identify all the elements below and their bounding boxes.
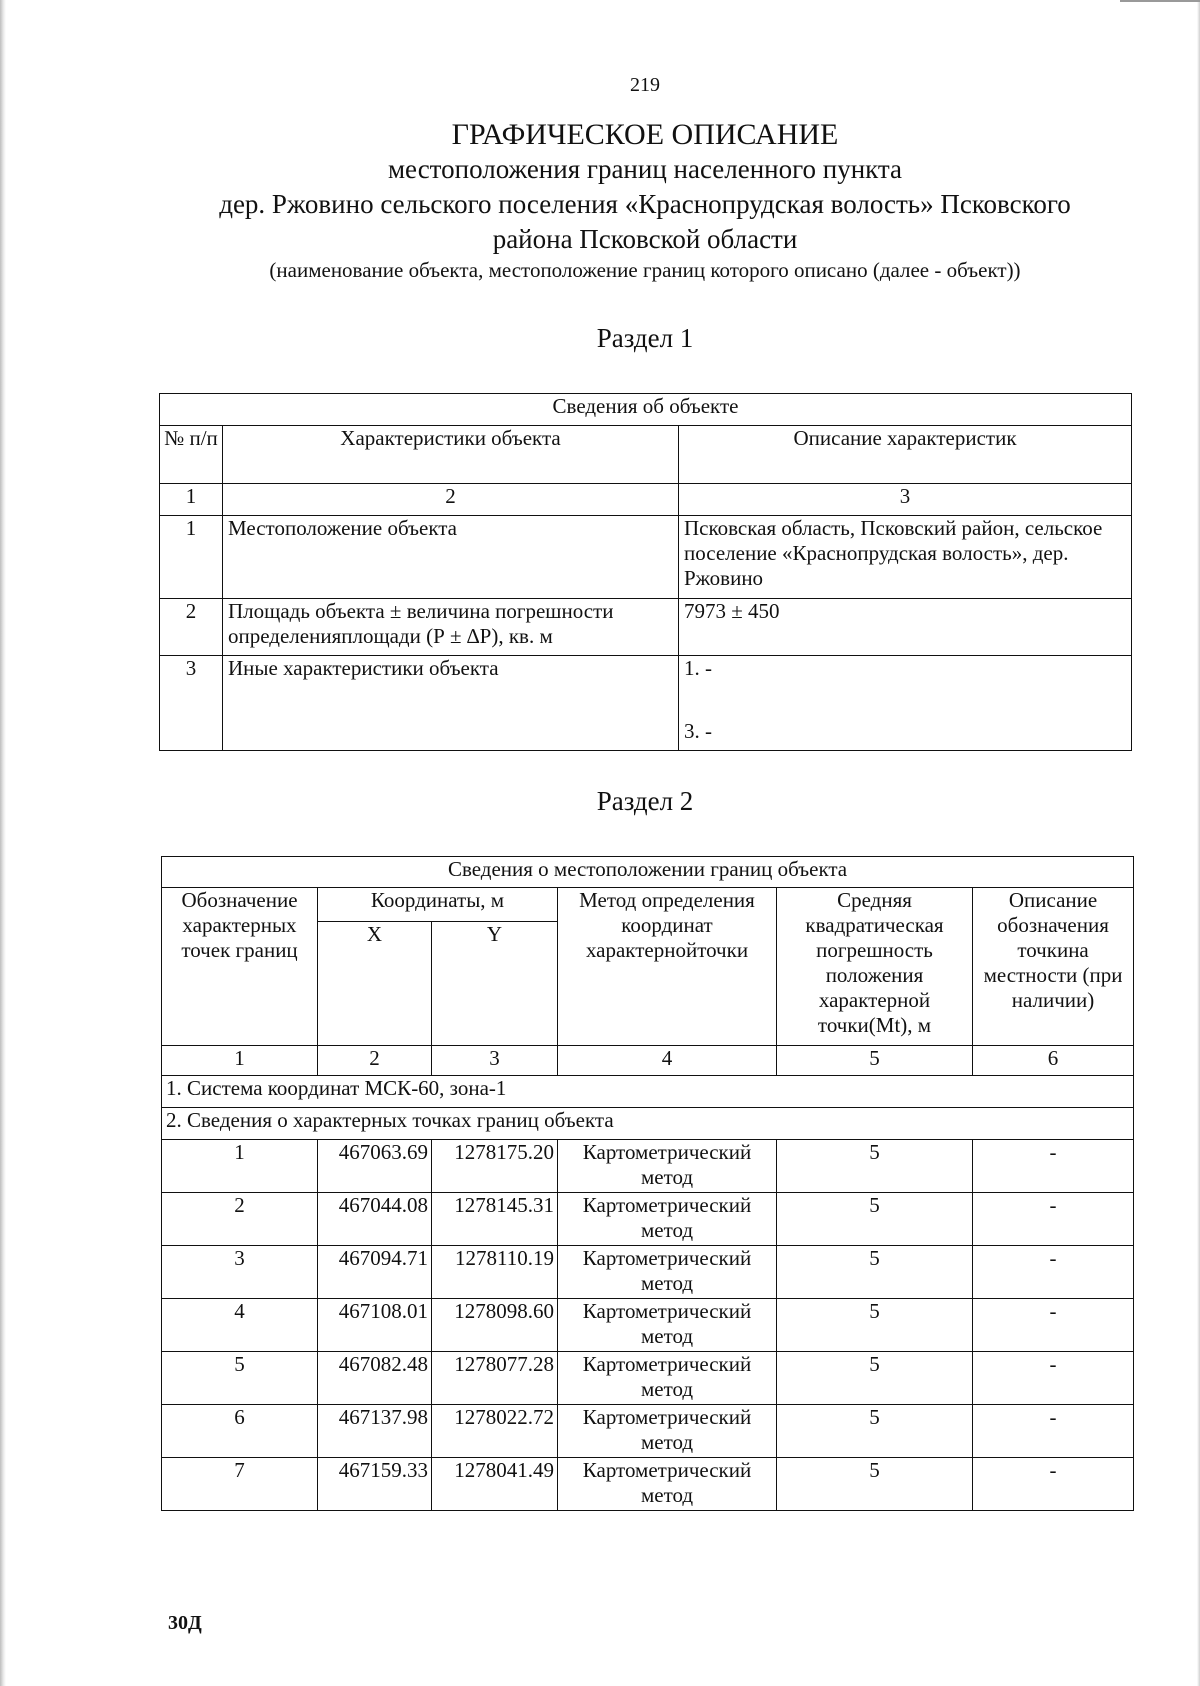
table-row <box>162 1193 1134 1246</box>
point-mt: 5 <box>777 1458 973 1511</box>
point-method: Картометрический метод <box>558 1140 777 1193</box>
table-row <box>162 1458 1134 1511</box>
scan-edge-left <box>0 0 6 1686</box>
point-id: 2 <box>162 1193 318 1246</box>
column-number: 6 <box>973 1046 1134 1076</box>
points-body <box>162 1140 1134 1511</box>
point-description: - <box>973 1458 1134 1511</box>
point-description: - <box>973 1352 1134 1405</box>
header-y: Y <box>432 922 558 1046</box>
point-method: Картометрический метод <box>558 1246 777 1299</box>
column-number: 4 <box>558 1046 777 1076</box>
header-method: Метод определения координат характернойточки <box>558 888 777 1046</box>
document-subtitle-line2: дер. Ржовино сельского поселения «Краснопрудская волость» Псковского <box>219 189 1071 219</box>
point-y: 1278077.28 <box>432 1352 558 1405</box>
table-row <box>162 1352 1134 1405</box>
column-number: 2 <box>318 1046 432 1076</box>
row-name: Площадь объекта ± величина погрешности определенияплощади (Р ± ∆Р), кв. м <box>223 599 679 656</box>
point-id: 5 <box>162 1352 318 1405</box>
header-error: Средняя квадратическая погрешность положения характерной точки(Mt), м <box>777 888 973 1046</box>
column-number: 1 <box>160 484 223 516</box>
point-id: 1 <box>162 1140 318 1193</box>
point-x: 467094.71 <box>318 1246 432 1299</box>
page-number: 219 <box>630 74 660 96</box>
row-value-line2: 3. - <box>684 719 712 743</box>
point-method: Картометрический метод <box>558 1299 777 1352</box>
point-method: Картометрический метод <box>558 1352 777 1405</box>
title-block <box>100 118 1190 283</box>
section2-heading: Раздел 2 <box>596 786 694 816</box>
point-id: 7 <box>162 1458 318 1511</box>
footer-code: 30Д <box>168 1612 202 1634</box>
header-marker: Описание обозначения точкина местности (при наличии) <box>973 888 1134 1046</box>
point-y: 1278022.72 <box>432 1405 558 1458</box>
document-note: (наименование объекта, местоположение границ которого описано (далее - объект)) <box>269 258 1021 282</box>
point-mt: 5 <box>777 1140 973 1193</box>
point-description: - <box>973 1405 1134 1458</box>
point-y: 1278098.60 <box>432 1299 558 1352</box>
point-y: 1278145.31 <box>432 1193 558 1246</box>
point-x: 467108.01 <box>318 1299 432 1352</box>
column-number: 1 <box>162 1046 318 1076</box>
table-row <box>162 1140 1134 1193</box>
point-method: Картометрический метод <box>558 1458 777 1511</box>
document-subtitle-line1: местоположения границ населенного пункта <box>387 154 903 184</box>
section1-table-title: Сведения об объекте <box>160 394 1132 426</box>
row-name: Местоположение объекта <box>223 516 679 599</box>
point-method: Картометрический метод <box>558 1405 777 1458</box>
coordinate-system-row: 1. Система координат МСК-60, зона-1 <box>162 1076 1134 1108</box>
document-subtitle-line3: района Псковской области <box>492 224 798 254</box>
point-mt: 5 <box>777 1246 973 1299</box>
point-x: 467044.08 <box>318 1193 432 1246</box>
point-description: - <box>973 1193 1134 1246</box>
section2-table-title: Сведения о местоположении границ объекта <box>162 857 1134 888</box>
table-row <box>162 1246 1134 1299</box>
row-value-gap <box>684 681 1131 719</box>
header-coords: Координаты, м <box>318 888 558 922</box>
header-description: Описание характеристик <box>679 426 1132 484</box>
point-y: 1278110.19 <box>432 1246 558 1299</box>
header-characteristics: Характеристики объекта <box>223 426 679 484</box>
point-id: 6 <box>162 1405 318 1458</box>
row-num: 2 <box>160 599 223 656</box>
point-id: 4 <box>162 1299 318 1352</box>
row-num: 3 <box>160 656 223 751</box>
point-description: - <box>973 1140 1134 1193</box>
table-row <box>162 1299 1134 1352</box>
point-method: Картометрический метод <box>558 1193 777 1246</box>
section1-table <box>159 393 1132 751</box>
section1-heading: Раздел 1 <box>596 323 694 353</box>
point-id: 3 <box>162 1246 318 1299</box>
header-num: № п/п <box>160 426 223 484</box>
column-number: 5 <box>777 1046 973 1076</box>
scan-edge-top <box>1120 0 1200 2</box>
point-x: 467063.69 <box>318 1140 432 1193</box>
point-x: 467137.98 <box>318 1405 432 1458</box>
point-mt: 5 <box>777 1193 973 1246</box>
point-mt: 5 <box>777 1352 973 1405</box>
table-row <box>162 1405 1134 1458</box>
row-value: 7973 ± 450 <box>679 599 1132 656</box>
row-value <box>679 656 1132 751</box>
table-row <box>160 599 1132 656</box>
document-title: ГРАФИЧЕСКОЕ ОПИСАНИЕ <box>451 118 839 151</box>
row-value-line1: 1. - <box>684 656 712 680</box>
column-number: 3 <box>432 1046 558 1076</box>
point-description: - <box>973 1299 1134 1352</box>
table-row <box>160 656 1132 751</box>
header-point: Обозначение характерных точек границ <box>162 888 318 1046</box>
points-info-row: 2. Сведения о характерных точках границ объекта <box>162 1108 1134 1140</box>
point-description: - <box>973 1246 1134 1299</box>
column-number: 2 <box>223 484 679 516</box>
header-x: X <box>318 922 432 1046</box>
row-value: Псковская область, Псковский район, сельское поселение «Краснопрудская волость», дер. Ржовино <box>679 516 1132 599</box>
table-row <box>160 516 1132 599</box>
point-x: 467159.33 <box>318 1458 432 1511</box>
point-y: 1278041.49 <box>432 1458 558 1511</box>
row-num: 1 <box>160 516 223 599</box>
section2-table <box>161 856 1134 1511</box>
point-y: 1278175.20 <box>432 1140 558 1193</box>
point-mt: 5 <box>777 1405 973 1458</box>
column-number: 3 <box>679 484 1132 516</box>
point-mt: 5 <box>777 1299 973 1352</box>
point-x: 467082.48 <box>318 1352 432 1405</box>
row-name: Иные характеристики объекта <box>223 656 679 751</box>
